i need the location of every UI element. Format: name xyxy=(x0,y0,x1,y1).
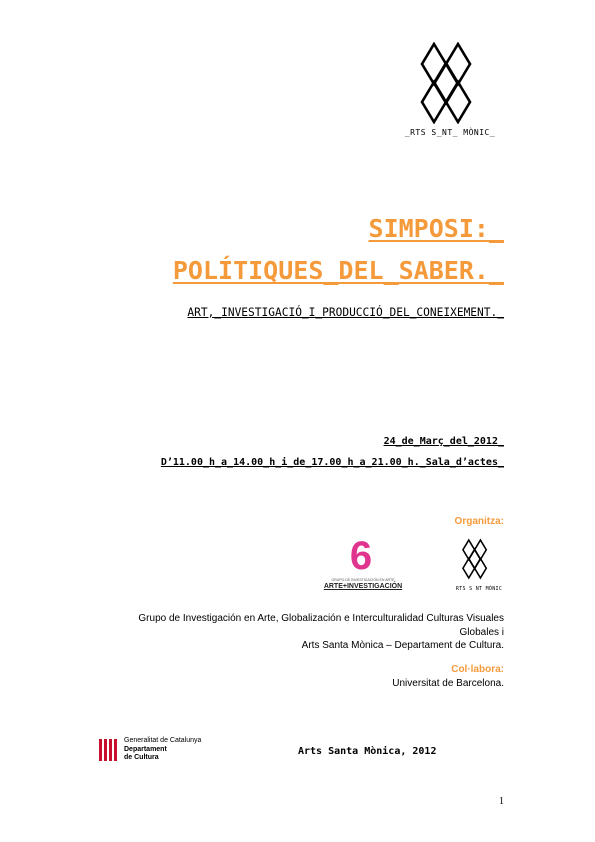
arts-santa-monica-logo xyxy=(418,42,488,124)
generalitat-line-1: Generalitat de Catalunya xyxy=(124,737,202,744)
organitza-label: Organitza: xyxy=(454,516,504,527)
event-time: D’11.00_h_a_14.00_h_i_de_17.00_h_a_21.00_h._Sala_d’actes_ xyxy=(160,457,504,468)
generalitat-logo xyxy=(98,737,120,763)
arte-investigacion-logo-small-text: GRUPO DE INVESTIGACIÓN EN ARTE xyxy=(331,578,395,582)
small-logo-caption: RTS S NT MÒNIC xyxy=(455,586,503,592)
generalitat-text xyxy=(124,737,224,763)
arts-santa-monica-small-logo xyxy=(461,536,495,582)
organizers-line: Grupo de Investigación en Arte, Globalización e Interculturalidad Culturas Visuales xyxy=(138,613,504,624)
organizers-text xyxy=(84,612,504,653)
organizers-line: Globales i xyxy=(459,626,504,638)
title-line-1: SIMPOSI:_ xyxy=(368,214,504,243)
event-date: 24_de_Març_del_2012_ xyxy=(383,436,504,447)
logo-caption: _RTS S_NT_ MÒNIC_ xyxy=(404,128,496,137)
generalitat-line-2: Departament xyxy=(124,745,167,753)
organizers-line: Arts Santa Mònica – Departament de Cultura. xyxy=(301,640,504,651)
colabora-label: Col·labora: xyxy=(451,664,504,675)
subtitle: ART,_INVESTIGACIÓ_I_PRODUCCIÓ_DEL_CONEIXEMENT._ xyxy=(187,306,504,319)
title-line-2: POLÍTIQUES_DEL_SABER._ xyxy=(172,256,504,285)
page-number: 1 xyxy=(499,796,504,807)
colabora-text: Universitat de Barcelona. xyxy=(392,678,504,689)
arte-investigacion-logo-name: ARTE+INVESTIGACIÓN xyxy=(323,583,403,590)
footer-text: Arts Santa Mònica, 2012 xyxy=(298,746,437,757)
arte-investigacion-logo: 6 xyxy=(349,534,373,578)
generalitat-line-3: de Cultura xyxy=(124,754,159,761)
